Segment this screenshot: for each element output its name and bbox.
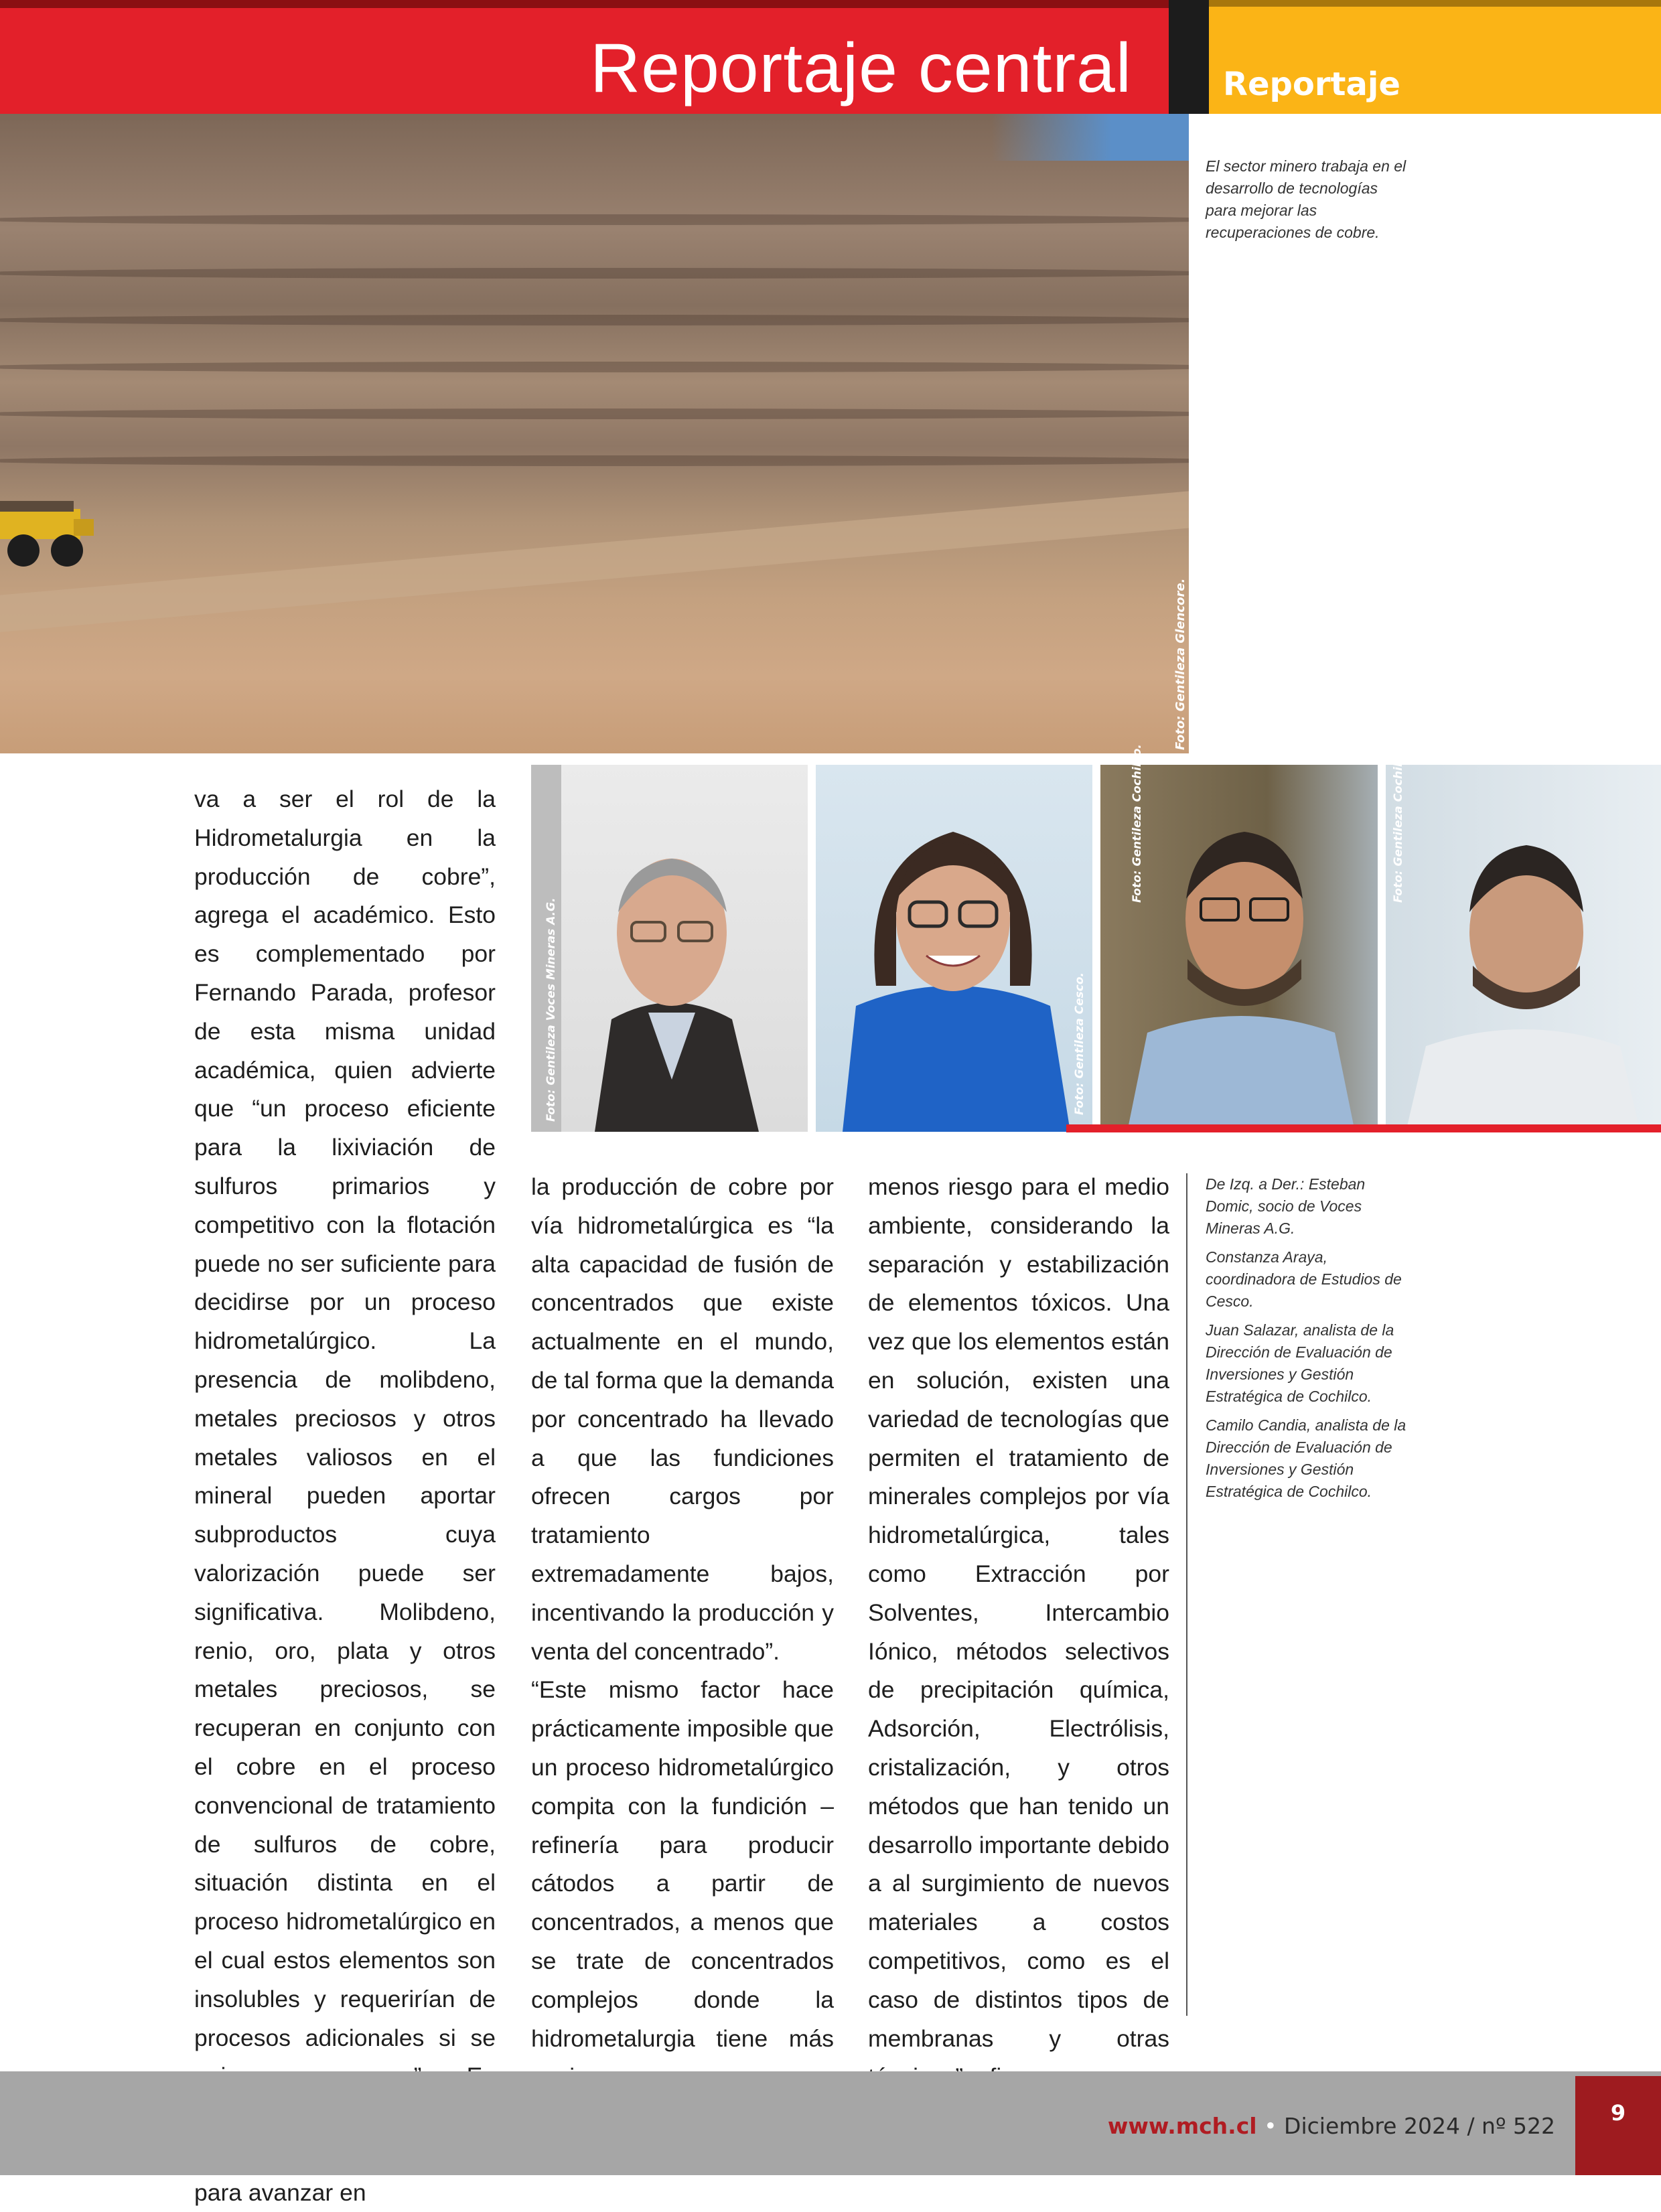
portrait-person-icon [1386, 765, 1661, 1132]
header-yellow-edge [1209, 0, 1661, 7]
haul-truck-icon [0, 489, 100, 569]
photo-strip-accent [1066, 1124, 1661, 1132]
hero-image-mine-pit [0, 114, 1189, 753]
hero-photo-credit: Foto: Gentileza Glencore. [1173, 578, 1187, 750]
footer-issue: Diciembre 2024 / nº 522 [1284, 2113, 1555, 2139]
people-caption-line: Camilo Candia, analista de la Dirección de Evaluación de Inversiones y Gestión Estratégica de Cochilco. [1206, 1416, 1406, 1500]
section-tag: Reportaje [1223, 66, 1400, 103]
header-divider [1169, 0, 1209, 114]
hero-caption: El sector minero trabaja en el desarrollo de tecnologías para mejorar las recuperaciones de cobre. [1206, 157, 1406, 241]
hero-bench [0, 409, 1189, 419]
portrait-person-icon [531, 765, 808, 1132]
caption-divider [1186, 1173, 1187, 2016]
body-column-3: menos riesgo para el medio ambiente, considerando la separación y estabilización de elementos tóxicos. Una vez que los elementos están en solución, existen una variedad de tecnologías que permiten el tratamiento de minerales complejos por vía hidrometalúrgica, tales como Extracción por Solventes, Intercambio Iónico, métodos selectivos de precipitación química, Adsorción, Electrólisis, cristalización, y otros métodos que han tenido un desarrollo importante debido a al surgimiento de nuevos materiales a costos competitivos, como es el caso de distintos tipos de membranas y otras [868, 1173, 1169, 2052]
body-paragraph: “Este mismo factor hace prácticamente imposible que un proceso hidrometalúrgico compita con la fundición – refinería para producir cátodos a partir de concentrados, a menos que se trate de concentrados complejos donde la hidrometalurgia tiene más [531, 1676, 834, 2052]
hero-bench [0, 455, 1189, 466]
hero-bench [0, 362, 1189, 372]
footer-separator: • [1264, 2113, 1277, 2139]
section-title: Reportaje central [590, 29, 1132, 107]
hero-bench [0, 268, 1189, 279]
body-column-1: va a ser el rol de la Hidrometalurgia en la producción de cobre”, agrega el académico. Esto es complementado por Fernando Parada, profesor de esta misma unidad académica, quien advierte que “un proceso eficiente para la lixiviación de sulfuros primarios y competitivo con la flotación puede no ser suficiente para decidirse por un proceso hidrometalúrgico. La presencia de molibdeno, metales preciosos y otros metales valiosos en el mineral pueden aportar subproductos cuya valorización puede ser significativa. Molibdeno, renio, oro, plata y otros metales preciosos, se recuperan en conjunto con el cobre en el proceso convencional de tratamiento de sulfuros de cobre, situación distinta en el proceso hidrometalúrgico en el cual estos elementos son insolubles y requerirían de procesos adicionales si se para avanzar en [194, 786, 496, 2206]
hero-sky [991, 114, 1189, 161]
portrait-photo-2 [816, 765, 1092, 1132]
hero-bench [0, 214, 1189, 225]
portrait-photo-1 [531, 765, 808, 1132]
photo-credit-4: Foto: Gentileza Cochilco. [1392, 744, 1405, 903]
portrait-photo-4 [1386, 765, 1661, 1132]
body-column-2 [531, 1168, 834, 2052]
people-caption-line: Juan Salazar, analista de la Dirección de Evaluación de Inversiones y Gestión Estratégica de Cochilco. [1206, 1321, 1394, 1405]
hero-bench [0, 315, 1189, 325]
photo-credit-2: Foto: Gentileza Cesco. [1073, 972, 1086, 1115]
people-caption-line: Constanza Araya, coordinadora de Estudios de Cesco. [1206, 1248, 1402, 1310]
page-number-box [1575, 2076, 1661, 2175]
photo-credit-1: Foto: Gentileza Voces Mineras A.G. [545, 897, 558, 1122]
footer-publication-line [1108, 2113, 1555, 2139]
people-caption [1206, 1173, 1406, 1509]
portrait-person-icon [816, 765, 1092, 1132]
page-number: 9 [1610, 2100, 1626, 2126]
hero-haul-road [0, 484, 1189, 638]
people-caption-line: De Izq. a Der.: Esteban Domic, socio de Voces Mineras A.G. [1206, 1175, 1366, 1237]
footer-site-link[interactable]: www.mch.cl [1107, 2113, 1257, 2139]
body-paragraph: la producción de cobre por vía hidrometalúrgica es “la alta capacidad de fusión de concentrados que existe actualmente en el mundo, de tal forma que la demanda por concentrado ha llevado a que las fundiciones ofrecen cargos por tratamiento extremadamente bajos, incentivando la producción y venta del concentrado”. [531, 1173, 834, 1665]
photo-credit-3: Foto: Gentileza Cochilco. [1131, 744, 1144, 903]
